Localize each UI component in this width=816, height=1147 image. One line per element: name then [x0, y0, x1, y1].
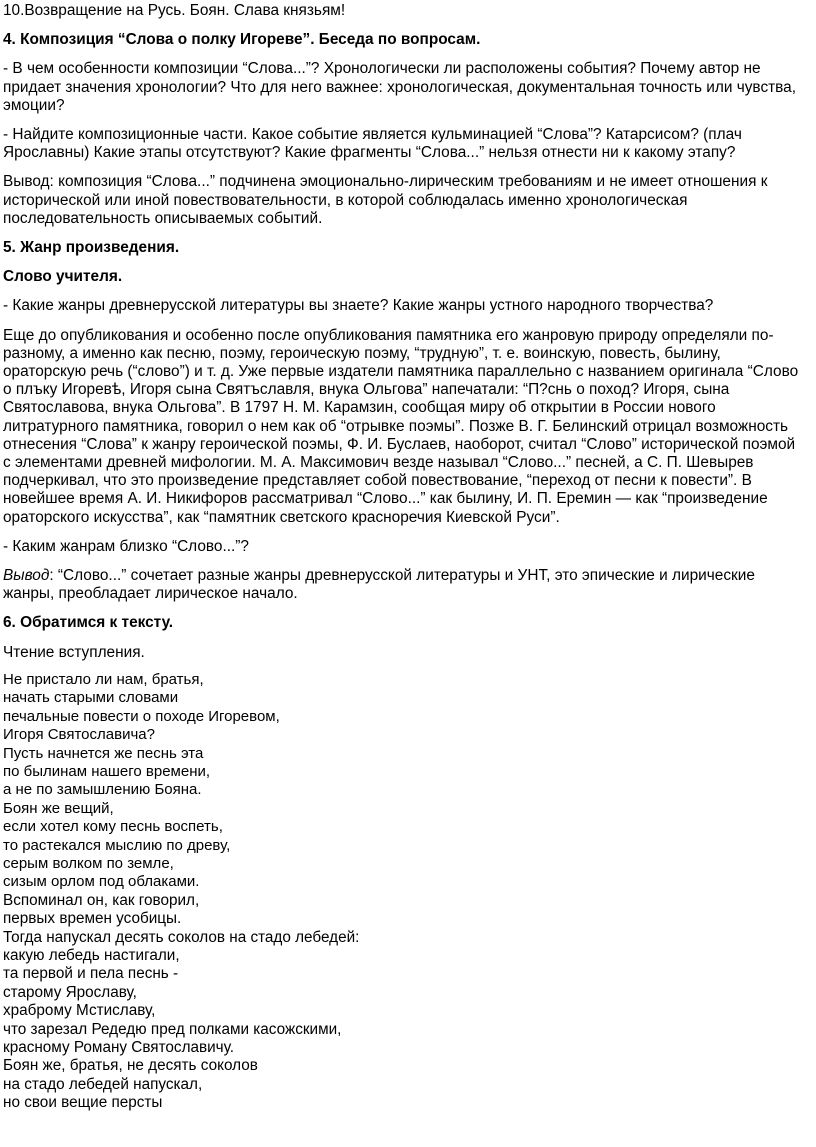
- poem-line: печальные повести о походе Игоревом,: [3, 707, 280, 725]
- intro-line: 10.Возвращение на Русь. Боян. Слава князьям!: [3, 2, 346, 19]
- conclusion-label: Вывод: [3, 567, 50, 585]
- genre-paragraph: Еще до опубликования и особенно после опубликования памятника его жанровую природу определяли по- разному, а именно как песню, поэму, героическую поэму, “трудную”, т. е. воинскую, повесть, былину, ораторскую речь (“слово”) и т. д. Уже первые издатели памятника параллельно с названием оригинала “Слово о плъку Игоревѣ, Игоря сына Святъславля, внука Ольгова” напечатали: “П?снь о поход? Игоря, сына Святославова, внука Ольгова”. В 1797 Н. М. Карамзин, сообщая миру об открытии в России нового литратурного памятника, говорил о нем как об “отрывке поэмы”. Позже В. Г. Белинский отрицал возможность отнесения “Слова” к жанру героической поэмы, Ф. И. Буслаев, наоборот, считал “Слово” исторической поэмой с элементами древней мифологии. М. А. Максимович везде называл “Слово...” песней, а С. П. Шевырев подчеркивал, что это произведение представляет собой повествование, “переход от песни к повести”. В новейшее время А. И. Никифоров рассматривал “Слово...” как былину, И. П. Еремин — как “произведение ораторского искусства”, как “памятник светского красноречия Киевской Руси”.: [3, 326, 799, 526]
- poem-line: старому Ярославу,: [3, 983, 137, 1001]
- poem-line: на стадо лебедей напускал,: [3, 1075, 203, 1093]
- poem-line: Боян же, братья, не десять соколов: [3, 1057, 258, 1075]
- poem-line: красному Роману Святославичу.: [3, 1039, 235, 1057]
- poem-line: если хотел кому песнь воспеть,: [3, 818, 223, 836]
- poem-line: то растекался мыслию по древу,: [3, 836, 231, 854]
- poem-line: Пусть начнется же песнь эта: [3, 744, 204, 762]
- section-heading-4: 4. Композиция “Слова о полку Игореве”. Беседа по вопросам.: [3, 31, 481, 49]
- conclusion-text: : “Слово...” сочетает разные жанры древнерусской литературы и УНТ, это эпические и лирические жанры, преобладает лирическое начало.: [3, 567, 755, 603]
- poem-excerpt: [3, 671, 811, 1113]
- poem-line: а не по замышлению Бояна.: [3, 781, 202, 799]
- question-paragraph-2: - Найдите композиционные части. Какое событие является кульминацией “Слова”? Катарсисом? (плач Ярославны) Какие этапы отсутствуют? Какие фрагменты “Слова...” нельзя отнести ни к какому этапу?: [3, 126, 742, 162]
- section-heading-5: 5. Жанр произведения.: [3, 239, 180, 257]
- poem-line: Тогда напускал десять соколов на стадо лебедей:: [3, 928, 360, 946]
- poem-line: Боян же вещий,: [3, 799, 114, 817]
- poem-line: но свои вещие персты: [3, 1094, 163, 1112]
- teacher-heading: Слово учителя.: [3, 268, 123, 286]
- question-paragraph-1: - В чем особенности композиции “Слова...”? Хронологически ли расположены события? Почему автор не придает значения хронологии? Что для него важнее: хронологическая, документальная точность или чувства, эмоции?: [3, 60, 797, 114]
- poem-line: что зарезал Редедю пред полками касожскими,: [3, 1020, 342, 1038]
- poem-line: какую лебедь настигали,: [3, 946, 180, 964]
- reading-intro: Чтение вступления.: [3, 643, 145, 661]
- conclusion-paragraph-2: [3, 567, 811, 603]
- conclusion-paragraph-1: Вывод: композиция “Слова...” подчинена эмоционально-лирическим требованиям и не имеет отношения к исторической или иной повествовательности, в которой соблюдалась именно хронологическая последовательность описываемых событий.: [3, 173, 768, 227]
- poem-line: Не пристало ли нам, братья,: [3, 670, 204, 688]
- poem-line: сизым орлом под облаками.: [3, 873, 200, 891]
- question-paragraph-4: - Каким жанрам близко “Слово...”?: [3, 537, 249, 555]
- poem-line: начать старыми словами: [3, 689, 179, 707]
- section-heading-6: 6. Обратимся к тексту.: [3, 614, 174, 632]
- poem-line: серым волком по земле,: [3, 854, 174, 872]
- question-paragraph-3: - Какие жанры древнерусской литературы вы знаете? Какие жанры устного народного творчества?: [3, 297, 714, 315]
- poem-line: та первой и пела песнь -: [3, 965, 179, 983]
- poem-line: Игоря Святославича?: [3, 726, 155, 744]
- document-page: [3, 0, 811, 1113]
- poem-line: первых времен усобицы.: [3, 910, 182, 928]
- poem-line: Вспоминал он, как говорил,: [3, 891, 200, 909]
- poem-line: по былинам нашего времени,: [3, 762, 211, 780]
- poem-line: храброму Мстиславу,: [3, 1002, 156, 1020]
